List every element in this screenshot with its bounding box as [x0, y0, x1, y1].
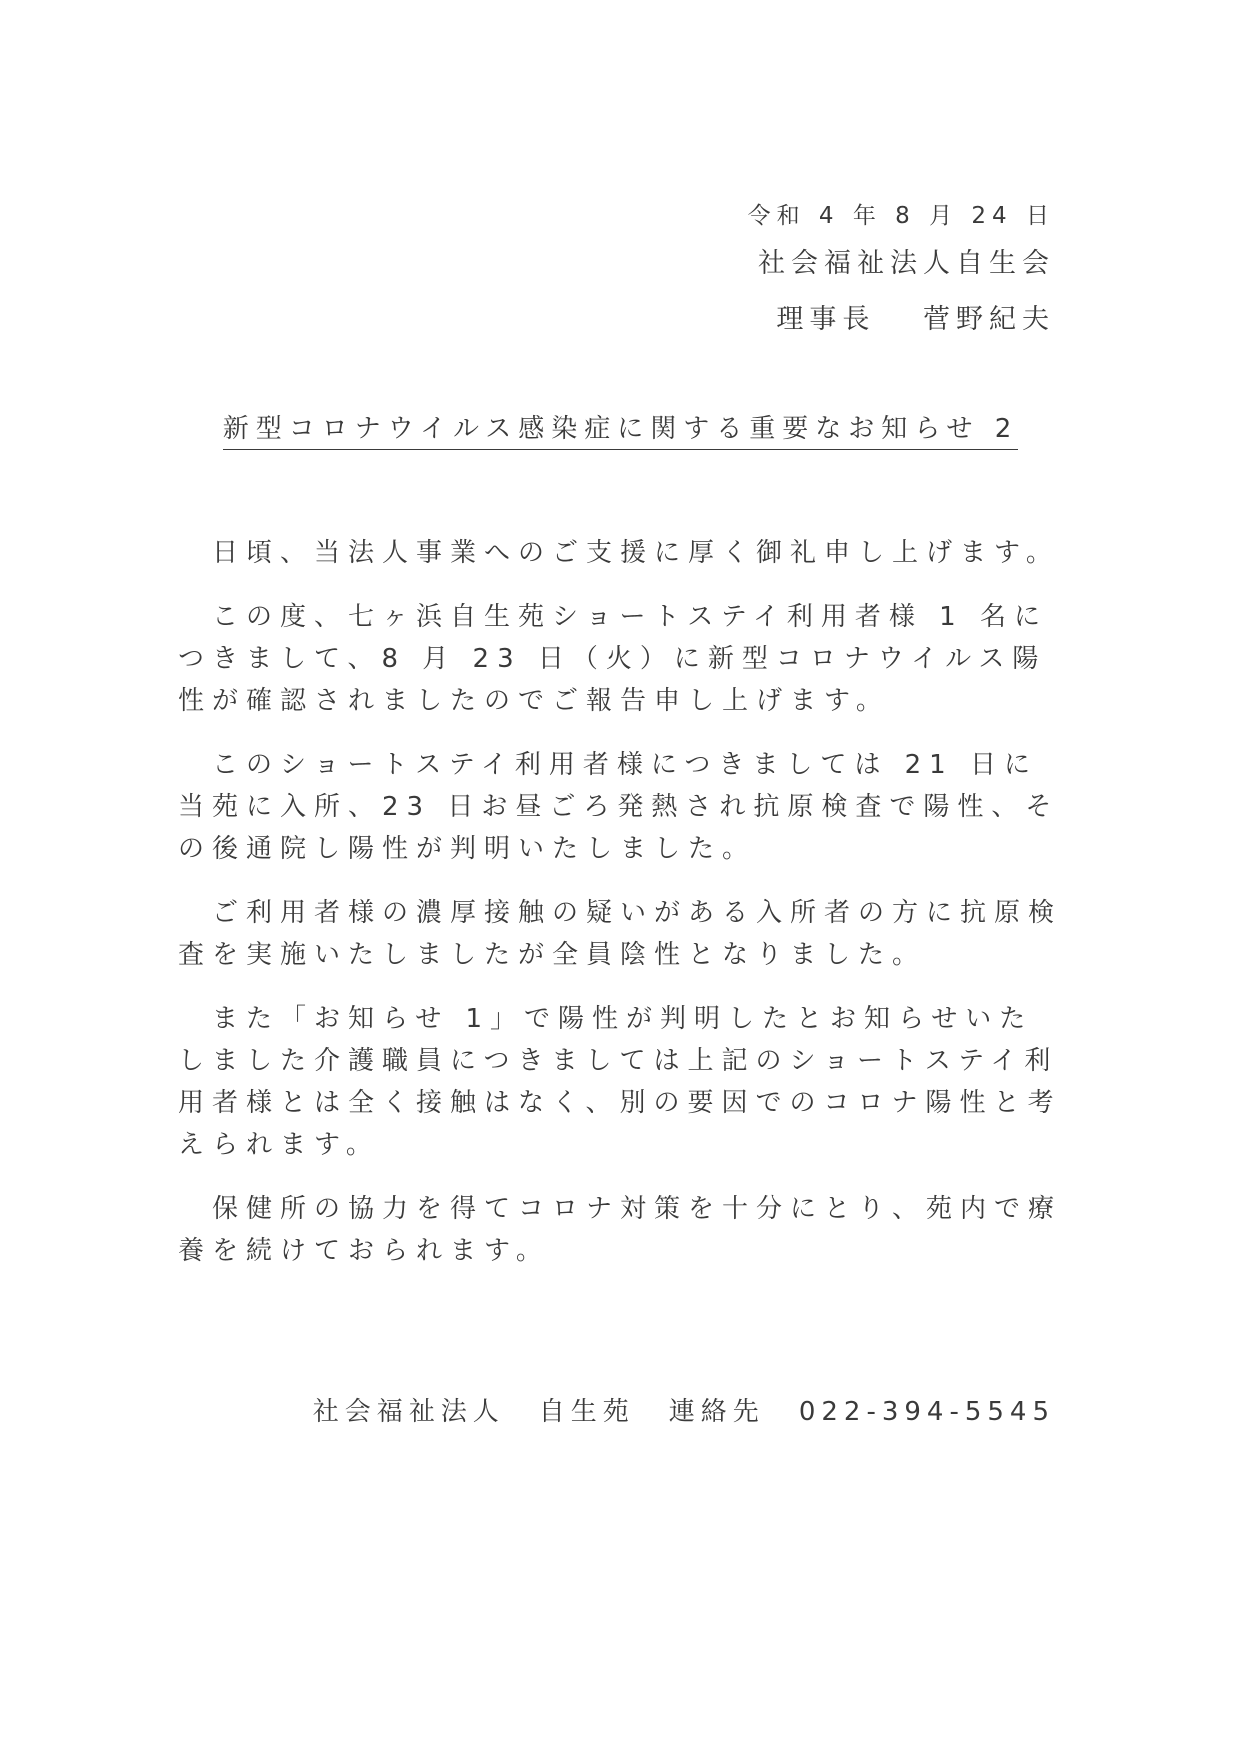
paragraph-positive-case: この度、七ヶ浜自生苑ショートステイ利用者様 1 名につきまして、8 月 23 日（火）に新型コロナウイルス陽性が確認されましたのでご報告申し上げます。 — [178, 602, 1048, 716]
contact-footer — [313, 1391, 1055, 1428]
letter-header — [748, 196, 1055, 348]
issuing-organization: 社会福祉法人自生会 — [758, 248, 1055, 279]
paragraph-staff-case: また「お知らせ 1」で陽性が判明したとお知らせいたしました介護職員につきましては上記のショートステイ利用者様とは全く接触はなく、別の要因でのコロナ陽性と考えられます。 — [178, 1004, 1062, 1160]
title-container — [176, 408, 1065, 450]
issue-date: 令和 4 年 8 月 24 日 — [747, 203, 1055, 229]
footer-organization: 社会福祉法人 — [312, 1397, 505, 1427]
paragraph-antigen-tests: ご利用者様の濃厚接触の疑いがある入所者の方に抗原検査を実施いたしましたが全員陰性となりました。 — [178, 898, 1063, 970]
document-title: 新型コロナウイルス感染症に関する重要なお知らせ 2 — [223, 408, 1018, 450]
chairman-signature: 理事長 菅野紀夫 — [776, 304, 1055, 335]
footer-facility: 自生苑 — [538, 1397, 635, 1427]
paragraph-case-details: このショートステイ利用者様につきましては 21 日に当苑に入所、23 日お昼ごろ発熱され抗原検査で陽性、その後通院し陽性が判明いたしました。 — [178, 750, 1060, 864]
paragraph-greeting: 日頃、当法人事業へのご支援に厚く御礼申し上げます。 — [212, 538, 1060, 568]
footer-contact-label: 連絡先 — [668, 1397, 765, 1427]
paragraph-health-center: 保健所の協力を得てコロナ対策を十分にとり、苑内で療養を続けておられます。 — [178, 1194, 1063, 1266]
footer-phone: 022-394-5545 — [798, 1397, 1055, 1427]
document-body — [178, 532, 1066, 1294]
